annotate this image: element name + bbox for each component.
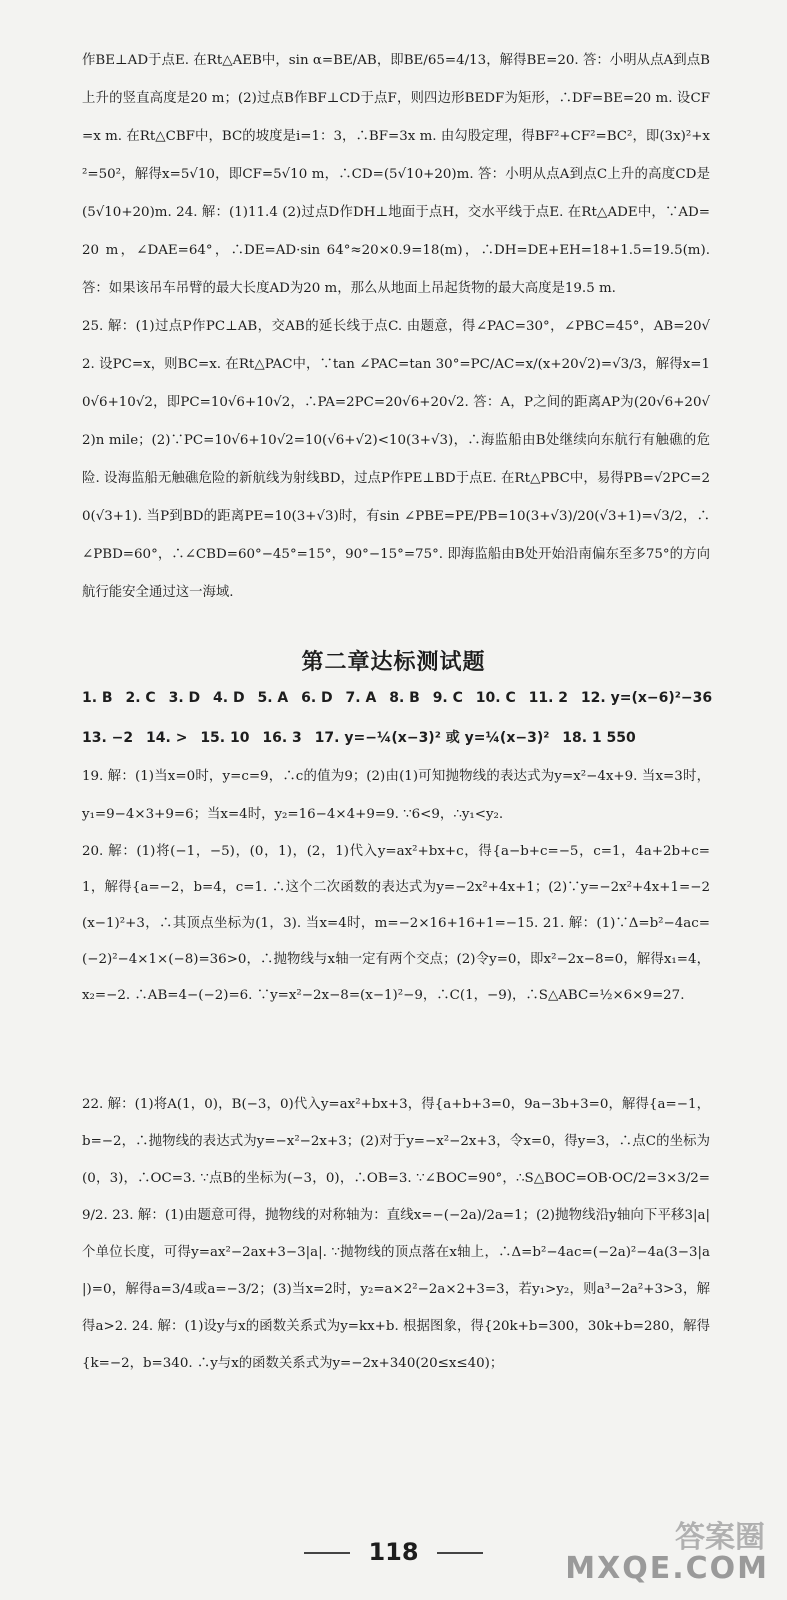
page-number-dash (304, 1552, 350, 1554)
answer-item: 3. D (168, 690, 201, 706)
answer-item: 16. 3 (262, 730, 302, 746)
answer-item: 13. −2 (82, 730, 134, 746)
answer-item: 7. A (345, 690, 377, 706)
answer-item: 17. y=−¼(x−3)² 或 y=¼(x−3)² (314, 730, 550, 746)
answer-item: 11. 2 (528, 690, 569, 706)
watermark-url: MXQE.COM (565, 1551, 769, 1586)
answer-item: 2. C (125, 690, 156, 706)
solution-paragraph-23-24: 作BE⊥AD于点E. 在Rt△AEB中，sin α=BE/AB，即BE/65=4/13，解得BE=20. 答：小明从点A到点B上升的竖直高度是20 m；(2)过点B作BF⊥CD于点F，则四边形BEDF为矩形，∴DF=BE=20 m. 设CF=x m. 在Rt△CBF中，BC的坡度是i=1：3，∴BF=3x m. 由勾股定理，得BF²+CF²=BC²，即(3x)²+x²=50²，解得x=5√10，即CF=5√10 m，∴CD=(5√10+20)m. 答：小明从点A到点C上升的高度CD是(5√10+20)m. 24. 解：(1)11.4 (2)过点D作DH⊥地面于点H，交水平线于点E. 在Rt△ADE中，∵AD=20 m，∠DAE=64°，∴DE=AD·sin 64°≈20×0.9=18(m)，∴DH=DE+EH=18+1.5=19.5(m). 答：如果该吊车吊臂的最大长度AD为20 m，那么从地面上吊起货物的最大高度是19.5 m. (82, 53, 710, 296)
answer-item: 9. C (432, 690, 463, 706)
answer-item: 8. B (389, 690, 420, 706)
answer-row-2 (82, 720, 722, 756)
answer-item: 1. B (82, 690, 113, 706)
section-title: 第二章达标测试题 (301, 650, 486, 675)
answer-item: 18. 1 550 (562, 730, 636, 746)
answer-row-1 (82, 680, 722, 716)
watermark-logo: 答案圈 (675, 1520, 765, 1555)
answer-item: 12. y=(x−6)²−36 (580, 690, 713, 706)
solution-paragraph-25: 25. 解：(1)过点P作PC⊥AB，交AB的延长线于点C. 由题意，得∠PAC=30°，∠PBC=45°，AB=20√2. 设PC=x，则BC=x. 在Rt△PAC中，∵tan ∠PAC=tan 30°=PC/AC=x/(x+20√2)=√3/3，解得x=10√6+10√2，即PC=10√6+10√2，∴PA=2PC=20√6+20√2. 答：A，P之间的距离AP为(20√6+20√2)n mile；(2)∵PC=10√6+10√2=10(√6+√2)<10(3+√3)，∴海监船由B处继续向东航行有触礁的危险. 设海监船无触礁危险的新航线为射线BD，过点P作PE⊥BD于点E. 在Rt△PBC中，易得PB=√2PC=20(√3+1). 当P到BD的距离PE=10(3+√3)时，有sin ∠PBE=PE/PB=10(3+√3)/20(√3+1)=√3/2，∴∠PBD=60°，∴∠CBD=60°−45°=15°，90°−15°=75°. 即海监船由B处开始沿南偏东至多75°的方向航行能安全通过这一海域. (82, 319, 710, 600)
page-number-dash (437, 1552, 483, 1554)
solution-paragraph-20-21: 20. 解：(1)将(−1，−5)，(0，1)，(2，1)代入y=ax²+bx+c，得{a−b+c=−5，c=1，4a+2b+c=1，解得{a=−2，b=4，c=1. ∴这个二次函数的表达式为y=−2x²+4x+1；(2)∵y=−2x²+4x+1=−2(x−1)²+3，∴其顶点坐标为(1，3). 当x=4时，m=−2×16+16+1=−15. 21. 解：(1)∵Δ=b²−4ac=(−2)²−4×1×(−8)=36>0，∴抛物线与x轴一定有两个交点；(2)令y=0，即x²−2x−8=0，解得x₁=4，x₂=−2. ∴AB=4−(−2)=6. ∵y=x²−2x−8=(x−1)²−9，∴C(1，−9)，∴S△ABC=½×6×9=27. (82, 844, 710, 1003)
answer-item: 4. D (213, 690, 245, 706)
answer-item: 15. 10 (200, 730, 250, 746)
answer-item: 10. C (475, 690, 516, 706)
answer-item: 6. D (301, 690, 333, 706)
answer-item: 14. > (146, 730, 188, 746)
solution-paragraph-22-24: 22. 解：(1)将A(1，0)，B(−3，0)代入y=ax²+bx+3，得{a+b+3=0，9a−3b+3=0，解得{a=−1，b=−2，∴抛物线的表达式为y=−x²−2x+3；(2)对于y=−x²−2x+3，令x=0，得y=3，∴点C的坐标为(0，3)，∴OC=3. ∵点B的坐标为(−3，0)，∴OB=3. ∵∠BOC=90°，∴S△BOC=OB·OC/2=3×3/2=9/2. 23. 解：(1)由题意可得，抛物线的对称轴为：直线x=−(−2a)/2a=1；(2)抛物线沿y轴向下平移3|a|个单位长度，可得y=ax²−2ax+3−3|a|. ∵抛物线的顶点落在x轴上，∴Δ=b²−4ac=(−2a)²−4a(3−3|a|)=0，解得a=3/4或a=−3/2；(3)当x=2时，y₂=a×2²−2a×2+3=3，若y₁>y₂，则a³−2a²+3>3，解得a>2. 24. 解：(1)设y与x的函数关系式为y=kx+b. 根据图象，得{20k+b=300，30k+b=280，解得{k=−2，b=340. ∴y与x的函数关系式为y=−2x+340(20≤x≤40)； (82, 1097, 710, 1371)
page-number-text: 118 (368, 1538, 419, 1566)
solution-paragraph-19: 19. 解：(1)当x=0时，y=c=9，∴c的值为9；(2)由(1)可知抛物线的表达式为y=x²−4x+9. 当x=3时，y₁=9−4×3+9=6；当x=4时，y₂=16−4×4+9=9. ∵6<9，∴y₁<y₂. (82, 769, 710, 822)
answer-item: 5. A (257, 690, 289, 706)
